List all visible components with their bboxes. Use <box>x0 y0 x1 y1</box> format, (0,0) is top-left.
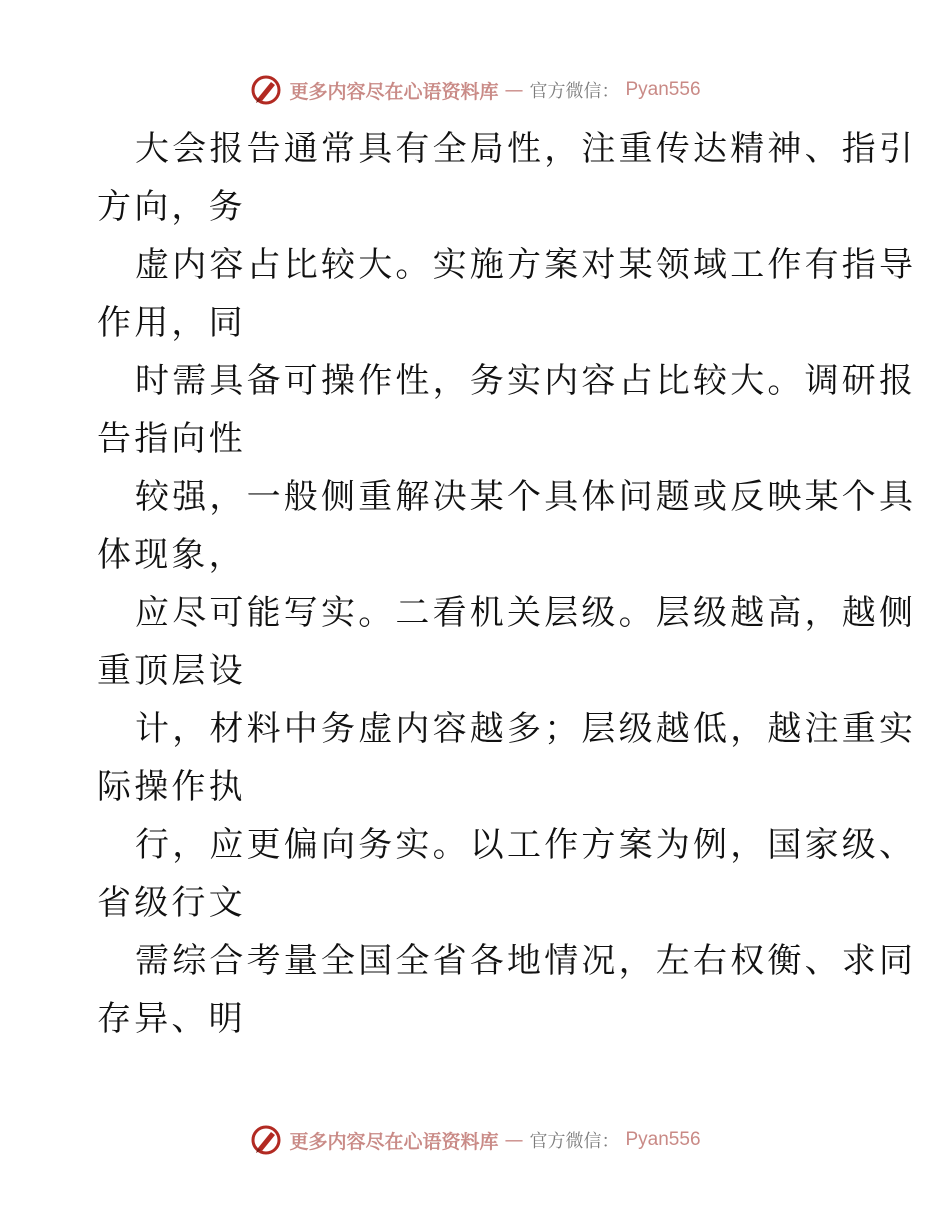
paragraph-line: 行，应更偏向务实。以工作方案为例，国家级、 <box>135 825 917 865</box>
banner-title: 更多内容尽在心语资料库 <box>289 1130 499 1153</box>
paragraph-line: 存异、明 <box>97 999 246 1039</box>
paragraph-line: 告指向性 <box>97 419 246 459</box>
paragraph-line: 省级行文 <box>97 883 246 923</box>
paragraph-line: 虚内容占比较大。实施方案对某领域工作有指导 <box>135 245 917 285</box>
paragraph <box>97 352 917 468</box>
paragraph-line: 时需具备可操作性，务实内容占比较大。调研报 <box>135 361 917 401</box>
paragraph-line: 应尽可能写实。二看机关层级。层级越高，越侧 <box>135 593 917 633</box>
paragraph-line: 际操作执 <box>97 767 246 807</box>
footer-banner <box>0 1120 950 1160</box>
paragraph-line: 作用，同 <box>97 303 246 343</box>
paragraph-line: 较强，一般侧重解决某个具体问题或反映某个具 <box>135 477 917 517</box>
paragraph <box>97 236 917 352</box>
document-body <box>97 120 917 1048</box>
paragraph <box>97 584 917 700</box>
paragraph-line: 方向，务 <box>97 187 246 227</box>
paragraph-line: 计，材料中务虚内容越多；层级越低，越注重实 <box>135 709 917 749</box>
banner-wechat-id: Pyan556 <box>625 79 701 100</box>
paragraph <box>97 932 917 1048</box>
paragraph <box>97 120 917 236</box>
banner-wechat-label: 官方微信： <box>529 1131 620 1152</box>
paragraph <box>97 468 917 584</box>
banner-separator: — <box>504 1129 524 1151</box>
paragraph-line: 大会报告通常具有全局性，注重传达精神、指引 <box>135 129 917 169</box>
banner-wechat-label: 官方微信： <box>529 81 620 102</box>
paragraph-line: 重顶层设 <box>97 651 246 691</box>
banner-wechat-id: Pyan556 <box>625 1129 701 1150</box>
paragraph-line: 需综合考量全国全省各地情况，左右权衡、求同 <box>135 941 917 981</box>
pen-logo-icon <box>249 73 283 107</box>
banner-separator: — <box>504 79 524 101</box>
header-banner <box>0 70 950 110</box>
paragraph <box>97 816 917 932</box>
banner-title: 更多内容尽在心语资料库 <box>289 80 499 103</box>
pen-logo-icon <box>249 1123 283 1157</box>
paragraph-line: 体现象， <box>97 535 246 575</box>
paragraph <box>97 700 917 816</box>
